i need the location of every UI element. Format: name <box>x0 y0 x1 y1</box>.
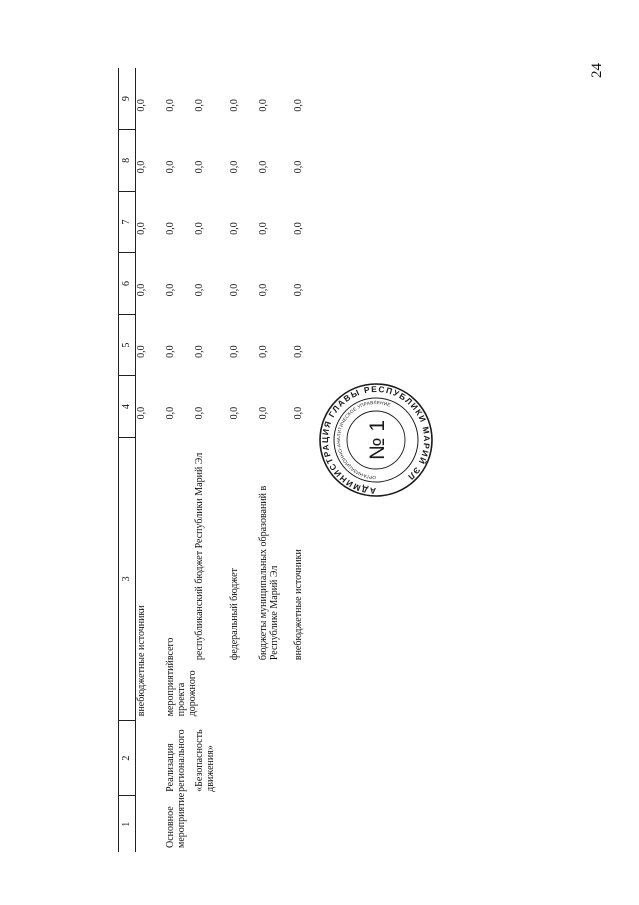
row-cell-col3a <box>229 664 258 720</box>
row-value: 0,0 <box>258 222 269 235</box>
row-value: 0,0 <box>293 99 304 112</box>
stamp-outer-text: АДМИНИСТРАЦИЯ ГЛАВЫ РЕСПУБЛИКИ МАРИЙ ЭЛ <box>319 383 433 497</box>
row-value: 0,0 <box>165 160 176 174</box>
table-row <box>229 68 258 852</box>
row-cell-col2: Реализация регионального <box>165 729 187 792</box>
row-cell-col3a <box>293 664 322 720</box>
official-seal-stamp <box>318 382 434 498</box>
header-col-2: 2 <box>119 720 136 796</box>
row-value: 0,0 <box>194 283 205 297</box>
row-cell-col2 <box>136 720 166 796</box>
row-value: 0,0 <box>258 345 269 358</box>
row-cell-col2: «Безопасность движения» <box>194 729 216 792</box>
row-value: 0,0 <box>165 345 176 358</box>
row-value: 0,0 <box>136 222 147 235</box>
row-value: 0,0 <box>229 345 240 358</box>
header-col-6: 6 <box>119 253 136 315</box>
row-cell-col2 <box>258 720 293 796</box>
table-row <box>136 68 166 852</box>
stamp-center-number: № 1 <box>366 419 389 461</box>
table-row <box>165 68 194 852</box>
row-cell-col3b: всего <box>165 637 176 661</box>
header-col-4: 4 <box>119 376 136 438</box>
row-value: 0,0 <box>194 99 205 112</box>
row-value: 0,0 <box>293 406 304 420</box>
row-cell-col2 <box>229 720 258 796</box>
row-value: 0,0 <box>258 99 269 112</box>
row-cell-col3b: бюджеты муниципальных образований в Республике Марий Эл <box>258 485 280 661</box>
row-cell-col3a: мероприятий проекта дорожного <box>165 660 198 717</box>
row-value: 0,0 <box>229 99 240 112</box>
row-value: 0,0 <box>194 345 205 358</box>
row-cell-col3b: федеральный бюджет <box>229 568 240 661</box>
row-value: 0,0 <box>229 283 240 297</box>
row-value: 0,0 <box>165 222 176 235</box>
row-cell-col1: Основное мероприятие <box>165 792 187 848</box>
page-number: 24 <box>589 63 605 78</box>
row-value: 0,0 <box>194 222 205 235</box>
header-col-1: 1 <box>119 796 136 852</box>
header-col-8: 8 <box>119 130 136 192</box>
row-value: 0,0 <box>194 160 205 174</box>
table-row <box>258 68 293 852</box>
row-value: 0,0 <box>258 283 269 297</box>
row-cell-col3b: внебюджетные источники <box>293 549 304 661</box>
row-value: 0,0 <box>136 345 147 358</box>
header-row <box>119 68 136 852</box>
row-value: 0,0 <box>258 406 269 420</box>
row-value: 0,0 <box>194 406 205 420</box>
row-value: 0,0 <box>136 160 147 174</box>
table-row <box>194 68 229 852</box>
row-cell-col1 <box>136 796 166 852</box>
row-cell-col3: внебюджетные источники <box>136 605 147 717</box>
header-col-7: 7 <box>119 191 136 253</box>
row-cell-col2 <box>293 720 322 796</box>
row-value: 0,0 <box>258 160 269 174</box>
header-col-3: 3 <box>119 437 136 720</box>
row-value: 0,0 <box>293 283 304 297</box>
row-value: 0,0 <box>165 99 176 112</box>
row-value: 0,0 <box>229 406 240 420</box>
row-value: 0,0 <box>229 222 240 235</box>
row-value: 0,0 <box>229 160 240 174</box>
row-cell-col3a <box>258 664 293 720</box>
row-value: 0,0 <box>136 99 147 112</box>
row-value: 0,0 <box>136 406 147 420</box>
header-col-5: 5 <box>119 314 136 376</box>
budget-table <box>118 68 322 852</box>
row-value: 0,0 <box>165 406 176 420</box>
row-value: 0,0 <box>293 222 304 235</box>
row-value: 0,0 <box>293 160 304 174</box>
header-col-9: 9 <box>119 68 136 130</box>
stamp-inner-text: ОРГАНИЗАЦИОННО-АНАЛИТИЧЕСКОЕ УПРАВЛЕНИЕ <box>335 399 392 481</box>
row-value: 0,0 <box>136 283 147 297</box>
row-value: 0,0 <box>293 345 304 358</box>
row-cell-col3b: республиканский бюджет Республики Марий Эл <box>194 452 205 661</box>
row-value: 0,0 <box>165 283 176 297</box>
